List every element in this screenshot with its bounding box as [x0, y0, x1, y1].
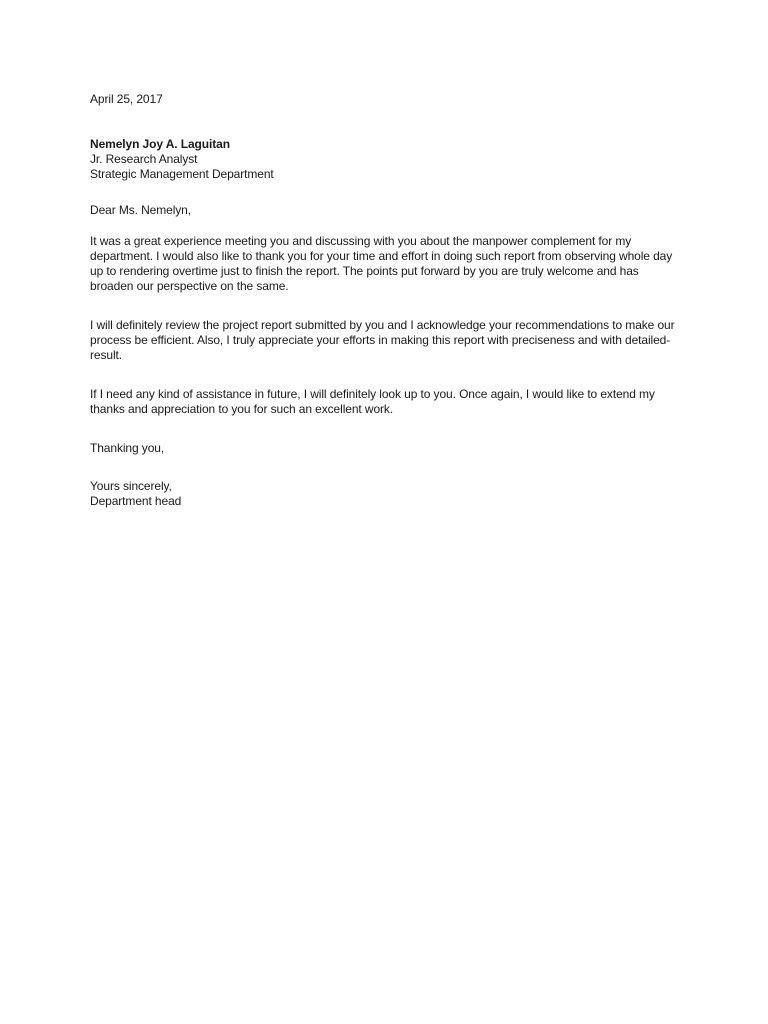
recipient-department: Strategic Management Department — [90, 167, 274, 181]
closing: Thanking you, — [90, 441, 165, 455]
letter-body — [90, 92, 680, 509]
paragraph-3: If I need any kind of assistance in future, I will definitely look up to you. Once again, I would like to extend my thanks and appreciation to you for such an excellent work. — [90, 387, 655, 416]
recipient-title: Jr. Research Analyst — [90, 152, 198, 166]
recipient-block — [90, 137, 680, 182]
paragraph-1: It was a great experience meeting you and discussing with you about the manpower complement for my department. I would also like to thank you for your time and effort in doing such report from observing whole day up to rendering overtime just to finish the report. The points put forward by you are truly welcome and has broaden our perspective on the same. — [90, 234, 673, 293]
signoff-block — [90, 479, 680, 509]
signoff-text: Yours sincerely, — [90, 479, 172, 493]
salutation: Dear Ms. Nemelyn, — [90, 203, 191, 217]
recipient-name: Nemelyn Joy A. Laguitan — [90, 137, 230, 151]
letter-date: April 25, 2017 — [90, 92, 163, 106]
paragraph-2: I will definitely review the project report submitted by you and I acknowledge your recommendations to make our process be efficient. Also, I truly appreciate your efforts in making this report with preciseness and with detailed-result. — [90, 318, 675, 362]
signer-title: Department head — [90, 494, 182, 508]
